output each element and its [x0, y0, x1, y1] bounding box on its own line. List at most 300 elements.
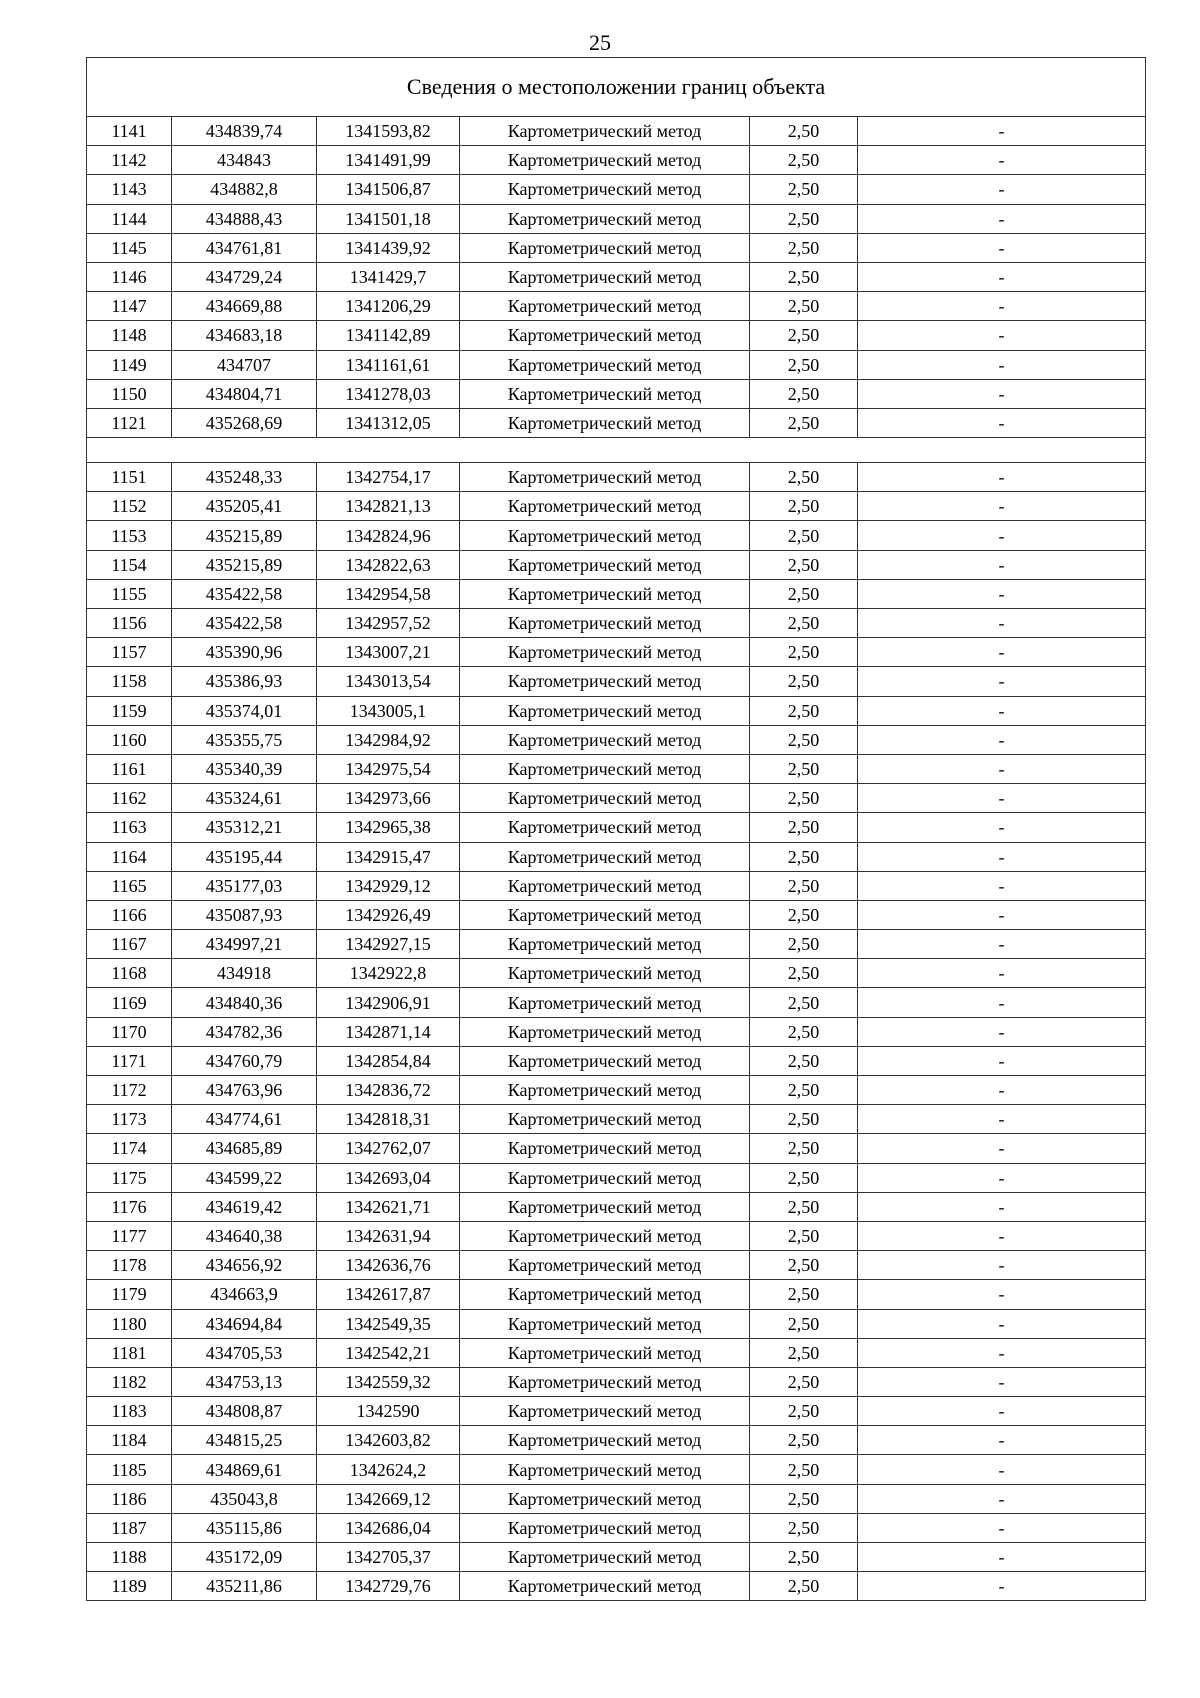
y-coordinate-cell: 1342957,52 — [317, 609, 460, 638]
method-cell: Картометрический метод — [460, 1338, 750, 1367]
x-coordinate-cell: 434804,71 — [172, 379, 317, 408]
y-coordinate-cell: 1342617,87 — [317, 1280, 460, 1309]
table-row — [87, 930, 1146, 959]
x-coordinate-cell: 435177,03 — [172, 871, 317, 900]
accuracy-cell: 2,50 — [750, 871, 858, 900]
point-number-cell: 1159 — [87, 696, 172, 725]
method-cell: Картометрический метод — [460, 609, 750, 638]
description-cell: - — [858, 1163, 1146, 1192]
y-coordinate-cell: 1342871,14 — [317, 1017, 460, 1046]
table-row — [87, 1163, 1146, 1192]
table-row — [87, 350, 1146, 379]
table-row — [87, 463, 1146, 492]
point-number-cell: 1185 — [87, 1455, 172, 1484]
method-cell: Картометрический метод — [460, 379, 750, 408]
description-cell: - — [858, 1426, 1146, 1455]
x-coordinate-cell: 434888,43 — [172, 204, 317, 233]
accuracy-cell: 2,50 — [750, 521, 858, 550]
description-cell: - — [858, 408, 1146, 437]
y-coordinate-cell: 1342824,96 — [317, 521, 460, 550]
point-number-cell: 1149 — [87, 350, 172, 379]
x-coordinate-cell: 434656,92 — [172, 1251, 317, 1280]
table-row — [87, 521, 1146, 550]
y-coordinate-cell: 1342922,8 — [317, 959, 460, 988]
method-cell: Картометрический метод — [460, 842, 750, 871]
point-number-cell: 1151 — [87, 463, 172, 492]
y-coordinate-cell: 1342559,32 — [317, 1367, 460, 1396]
description-cell: - — [858, 350, 1146, 379]
accuracy-cell: 2,50 — [750, 1397, 858, 1426]
y-coordinate-cell: 1341491,99 — [317, 146, 460, 175]
method-cell: Картометрический метод — [460, 1134, 750, 1163]
description-cell: - — [858, 667, 1146, 696]
x-coordinate-cell: 434685,89 — [172, 1134, 317, 1163]
x-coordinate-cell: 434707 — [172, 350, 317, 379]
table-row — [87, 725, 1146, 754]
x-coordinate-cell: 434669,88 — [172, 292, 317, 321]
point-number-cell: 1165 — [87, 871, 172, 900]
accuracy-cell: 2,50 — [750, 408, 858, 437]
x-coordinate-cell: 435374,01 — [172, 696, 317, 725]
y-coordinate-cell: 1342973,66 — [317, 784, 460, 813]
method-cell: Картометрический метод — [460, 988, 750, 1017]
method-cell: Картометрический метод — [460, 930, 750, 959]
table-row — [87, 1017, 1146, 1046]
method-cell: Картометрический метод — [460, 638, 750, 667]
y-coordinate-cell: 1342836,72 — [317, 1076, 460, 1105]
y-coordinate-cell: 1342549,35 — [317, 1309, 460, 1338]
x-coordinate-cell: 434599,22 — [172, 1163, 317, 1192]
y-coordinate-cell: 1342729,76 — [317, 1572, 460, 1601]
x-coordinate-cell: 435390,96 — [172, 638, 317, 667]
description-cell: - — [858, 321, 1146, 350]
y-coordinate-cell: 1341439,92 — [317, 233, 460, 262]
table-row — [87, 900, 1146, 929]
x-coordinate-cell: 434683,18 — [172, 321, 317, 350]
description-cell: - — [858, 1338, 1146, 1367]
table-row — [87, 1543, 1146, 1572]
method-cell: Картометрический метод — [460, 292, 750, 321]
method-cell: Картометрический метод — [460, 146, 750, 175]
table-row — [87, 321, 1146, 350]
method-cell: Картометрический метод — [460, 1017, 750, 1046]
x-coordinate-cell: 434815,25 — [172, 1426, 317, 1455]
point-number-cell: 1153 — [87, 521, 172, 550]
description-cell: - — [858, 609, 1146, 638]
point-number-cell: 1178 — [87, 1251, 172, 1280]
y-coordinate-cell: 1342693,04 — [317, 1163, 460, 1192]
table-row — [87, 1455, 1146, 1484]
x-coordinate-cell: 434760,79 — [172, 1046, 317, 1075]
table-row — [87, 1572, 1146, 1601]
method-cell: Картометрический метод — [460, 1046, 750, 1075]
table-row — [87, 579, 1146, 608]
method-cell: Картометрический метод — [460, 579, 750, 608]
method-cell: Картометрический метод — [460, 754, 750, 783]
y-coordinate-cell: 1341501,18 — [317, 204, 460, 233]
accuracy-cell: 2,50 — [750, 638, 858, 667]
method-cell: Картометрический метод — [460, 117, 750, 146]
group-separator-row — [87, 438, 1146, 463]
method-cell: Картометрический метод — [460, 1251, 750, 1280]
x-coordinate-cell: 434753,13 — [172, 1367, 317, 1396]
point-number-cell: 1169 — [87, 988, 172, 1017]
accuracy-cell: 2,50 — [750, 350, 858, 379]
x-coordinate-cell: 434694,84 — [172, 1309, 317, 1338]
description-cell: - — [858, 725, 1146, 754]
x-coordinate-cell: 435248,33 — [172, 463, 317, 492]
point-number-cell: 1161 — [87, 754, 172, 783]
accuracy-cell: 2,50 — [750, 842, 858, 871]
table-row — [87, 609, 1146, 638]
method-cell: Картометрический метод — [460, 350, 750, 379]
accuracy-cell: 2,50 — [750, 492, 858, 521]
x-coordinate-cell: 435324,61 — [172, 784, 317, 813]
point-number-cell: 1146 — [87, 262, 172, 291]
y-coordinate-cell: 1342984,92 — [317, 725, 460, 754]
y-coordinate-cell: 1342603,82 — [317, 1426, 460, 1455]
accuracy-cell: 2,50 — [750, 1163, 858, 1192]
accuracy-cell: 2,50 — [750, 1251, 858, 1280]
method-cell: Картометрический метод — [460, 233, 750, 262]
point-number-cell: 1150 — [87, 379, 172, 408]
x-coordinate-cell: 435422,58 — [172, 579, 317, 608]
table-row — [87, 988, 1146, 1017]
point-number-cell: 1142 — [87, 146, 172, 175]
point-number-cell: 1188 — [87, 1543, 172, 1572]
table-row — [87, 117, 1146, 146]
point-number-cell: 1171 — [87, 1046, 172, 1075]
point-number-cell: 1148 — [87, 321, 172, 350]
y-coordinate-cell: 1341593,82 — [317, 117, 460, 146]
table-row — [87, 1280, 1146, 1309]
description-cell: - — [858, 579, 1146, 608]
x-coordinate-cell: 435195,44 — [172, 842, 317, 871]
method-cell: Картометрический метод — [460, 550, 750, 579]
x-coordinate-cell: 434640,38 — [172, 1221, 317, 1250]
point-number-cell: 1158 — [87, 667, 172, 696]
y-coordinate-cell: 1343007,21 — [317, 638, 460, 667]
method-cell: Картометрический метод — [460, 1543, 750, 1572]
point-number-cell: 1184 — [87, 1426, 172, 1455]
accuracy-cell: 2,50 — [750, 930, 858, 959]
y-coordinate-cell: 1342669,12 — [317, 1484, 460, 1513]
point-number-cell: 1186 — [87, 1484, 172, 1513]
point-number-cell: 1143 — [87, 175, 172, 204]
y-coordinate-cell: 1342590 — [317, 1397, 460, 1426]
method-cell: Картометрический метод — [460, 1426, 750, 1455]
x-coordinate-cell: 434619,42 — [172, 1192, 317, 1221]
table-row — [87, 1076, 1146, 1105]
description-cell: - — [858, 988, 1146, 1017]
table-row — [87, 1046, 1146, 1075]
y-coordinate-cell: 1342906,91 — [317, 988, 460, 1017]
page-number: 25 — [589, 30, 611, 55]
y-coordinate-cell: 1342821,13 — [317, 492, 460, 521]
accuracy-cell: 2,50 — [750, 959, 858, 988]
y-coordinate-cell: 1342822,63 — [317, 550, 460, 579]
accuracy-cell: 2,50 — [750, 1367, 858, 1396]
y-coordinate-cell: 1342926,49 — [317, 900, 460, 929]
y-coordinate-cell: 1342929,12 — [317, 871, 460, 900]
table-row — [87, 492, 1146, 521]
method-cell: Картометрический метод — [460, 696, 750, 725]
description-cell: - — [858, 842, 1146, 871]
x-coordinate-cell: 435043,8 — [172, 1484, 317, 1513]
point-number-cell: 1181 — [87, 1338, 172, 1367]
method-cell: Картометрический метод — [460, 900, 750, 929]
description-cell: - — [858, 463, 1146, 492]
table-row — [87, 1251, 1146, 1280]
method-cell: Картометрический метод — [460, 667, 750, 696]
description-cell: - — [858, 754, 1146, 783]
accuracy-cell: 2,50 — [750, 1134, 858, 1163]
x-coordinate-cell: 434782,36 — [172, 1017, 317, 1046]
description-cell: - — [858, 117, 1146, 146]
point-number-cell: 1179 — [87, 1280, 172, 1309]
accuracy-cell: 2,50 — [750, 379, 858, 408]
y-coordinate-cell: 1342915,47 — [317, 842, 460, 871]
x-coordinate-cell: 435215,89 — [172, 521, 317, 550]
y-coordinate-cell: 1342686,04 — [317, 1513, 460, 1542]
accuracy-cell: 2,50 — [750, 463, 858, 492]
table-row — [87, 638, 1146, 667]
y-coordinate-cell: 1341506,87 — [317, 175, 460, 204]
description-cell: - — [858, 1397, 1146, 1426]
point-number-cell: 1162 — [87, 784, 172, 813]
accuracy-cell: 2,50 — [750, 579, 858, 608]
accuracy-cell: 2,50 — [750, 1572, 858, 1601]
accuracy-cell: 2,50 — [750, 754, 858, 783]
description-cell: - — [858, 204, 1146, 233]
x-coordinate-cell: 434808,87 — [172, 1397, 317, 1426]
description-cell: - — [858, 871, 1146, 900]
y-coordinate-cell: 1341429,7 — [317, 262, 460, 291]
description-cell: - — [858, 233, 1146, 262]
table-row — [87, 1221, 1146, 1250]
table-row — [87, 292, 1146, 321]
description-cell: - — [858, 1309, 1146, 1338]
description-cell: - — [858, 1221, 1146, 1250]
method-cell: Картометрический метод — [460, 1280, 750, 1309]
x-coordinate-cell: 434997,21 — [172, 930, 317, 959]
accuracy-cell: 2,50 — [750, 1338, 858, 1367]
x-coordinate-cell: 435205,41 — [172, 492, 317, 521]
table-row — [87, 842, 1146, 871]
x-coordinate-cell: 434840,36 — [172, 988, 317, 1017]
x-coordinate-cell: 434843 — [172, 146, 317, 175]
accuracy-cell: 2,50 — [750, 1105, 858, 1134]
description-cell: - — [858, 1367, 1146, 1396]
description-cell: - — [858, 1543, 1146, 1572]
y-coordinate-cell: 1342762,07 — [317, 1134, 460, 1163]
method-cell: Картометрический метод — [460, 175, 750, 204]
point-number-cell: 1157 — [87, 638, 172, 667]
description-cell: - — [858, 1455, 1146, 1484]
accuracy-cell: 2,50 — [750, 813, 858, 842]
method-cell: Картометрический метод — [460, 408, 750, 437]
description-cell: - — [858, 1572, 1146, 1601]
table-row — [87, 813, 1146, 842]
point-number-cell: 1164 — [87, 842, 172, 871]
accuracy-cell: 2,50 — [750, 784, 858, 813]
x-coordinate-cell: 435087,93 — [172, 900, 317, 929]
accuracy-cell: 2,50 — [750, 292, 858, 321]
point-number-cell: 1121 — [87, 408, 172, 437]
accuracy-cell: 2,50 — [750, 1017, 858, 1046]
point-number-cell: 1175 — [87, 1163, 172, 1192]
coordinates-table — [86, 57, 1146, 1601]
y-coordinate-cell: 1342636,76 — [317, 1251, 460, 1280]
table-row — [87, 696, 1146, 725]
accuracy-cell: 2,50 — [750, 1076, 858, 1105]
accuracy-cell: 2,50 — [750, 1543, 858, 1572]
method-cell: Картометрический метод — [460, 463, 750, 492]
accuracy-cell: 2,50 — [750, 233, 858, 262]
y-coordinate-cell: 1342754,17 — [317, 463, 460, 492]
point-number-cell: 1152 — [87, 492, 172, 521]
description-cell: - — [858, 1513, 1146, 1542]
y-coordinate-cell: 1341142,89 — [317, 321, 460, 350]
point-number-cell: 1144 — [87, 204, 172, 233]
point-number-cell: 1155 — [87, 579, 172, 608]
x-coordinate-cell: 434663,9 — [172, 1280, 317, 1309]
y-coordinate-cell: 1343005,1 — [317, 696, 460, 725]
table-row — [87, 1192, 1146, 1221]
description-cell: - — [858, 379, 1146, 408]
accuracy-cell: 2,50 — [750, 1280, 858, 1309]
table-row — [87, 550, 1146, 579]
x-coordinate-cell: 434882,8 — [172, 175, 317, 204]
accuracy-cell: 2,50 — [750, 696, 858, 725]
description-cell: - — [858, 1251, 1146, 1280]
table-row — [87, 1105, 1146, 1134]
table-row — [87, 754, 1146, 783]
description-cell: - — [858, 1280, 1146, 1309]
table-row — [87, 871, 1146, 900]
table-row — [87, 1367, 1146, 1396]
accuracy-cell: 2,50 — [750, 175, 858, 204]
point-number-cell: 1180 — [87, 1309, 172, 1338]
y-coordinate-cell: 1341278,03 — [317, 379, 460, 408]
method-cell: Картометрический метод — [460, 1163, 750, 1192]
accuracy-cell: 2,50 — [750, 262, 858, 291]
y-coordinate-cell: 1343013,54 — [317, 667, 460, 696]
point-number-cell: 1145 — [87, 233, 172, 262]
table-row — [87, 1513, 1146, 1542]
table-row — [87, 204, 1146, 233]
accuracy-cell: 2,50 — [750, 204, 858, 233]
method-cell: Картометрический метод — [460, 1397, 750, 1426]
description-cell: - — [858, 292, 1146, 321]
accuracy-cell: 2,50 — [750, 1426, 858, 1455]
x-coordinate-cell: 434774,61 — [172, 1105, 317, 1134]
accuracy-cell: 2,50 — [750, 1309, 858, 1338]
x-coordinate-cell: 434918 — [172, 959, 317, 988]
y-coordinate-cell: 1342705,37 — [317, 1543, 460, 1572]
x-coordinate-cell: 435340,39 — [172, 754, 317, 783]
accuracy-cell: 2,50 — [750, 667, 858, 696]
description-cell: - — [858, 900, 1146, 929]
method-cell: Картометрический метод — [460, 871, 750, 900]
point-number-cell: 1170 — [87, 1017, 172, 1046]
x-coordinate-cell: 434729,24 — [172, 262, 317, 291]
description-cell: - — [858, 1105, 1146, 1134]
accuracy-cell: 2,50 — [750, 550, 858, 579]
y-coordinate-cell: 1342927,15 — [317, 930, 460, 959]
point-number-cell: 1156 — [87, 609, 172, 638]
table-row — [87, 1134, 1146, 1163]
table-row — [87, 959, 1146, 988]
method-cell: Картометрический метод — [460, 1484, 750, 1513]
group-separator — [87, 438, 1146, 463]
accuracy-cell: 2,50 — [750, 146, 858, 175]
point-number-cell: 1189 — [87, 1572, 172, 1601]
y-coordinate-cell: 1341206,29 — [317, 292, 460, 321]
y-coordinate-cell: 1341161,61 — [317, 350, 460, 379]
table-row — [87, 146, 1146, 175]
x-coordinate-cell: 435115,86 — [172, 1513, 317, 1542]
point-number-cell: 1172 — [87, 1076, 172, 1105]
point-number-cell: 1174 — [87, 1134, 172, 1163]
y-coordinate-cell: 1342621,71 — [317, 1192, 460, 1221]
description-cell: - — [858, 1046, 1146, 1075]
point-number-cell: 1167 — [87, 930, 172, 959]
accuracy-cell: 2,50 — [750, 1046, 858, 1075]
point-number-cell: 1147 — [87, 292, 172, 321]
point-number-cell: 1168 — [87, 959, 172, 988]
method-cell: Картометрический метод — [460, 1367, 750, 1396]
method-cell: Картометрический метод — [460, 959, 750, 988]
description-cell: - — [858, 262, 1146, 291]
accuracy-cell: 2,50 — [750, 1455, 858, 1484]
description-cell: - — [858, 1134, 1146, 1163]
accuracy-cell: 2,50 — [750, 988, 858, 1017]
description-cell: - — [858, 521, 1146, 550]
method-cell: Картометрический метод — [460, 1105, 750, 1134]
accuracy-cell: 2,50 — [750, 1484, 858, 1513]
table-title-row — [87, 58, 1146, 117]
table-row — [87, 408, 1146, 437]
point-number-cell: 1154 — [87, 550, 172, 579]
accuracy-cell: 2,50 — [750, 1221, 858, 1250]
table-row — [87, 1484, 1146, 1513]
y-coordinate-cell: 1342975,54 — [317, 754, 460, 783]
x-coordinate-cell: 435312,21 — [172, 813, 317, 842]
method-cell: Картометрический метод — [460, 1572, 750, 1601]
description-cell: - — [858, 1076, 1146, 1105]
table-row — [87, 1397, 1146, 1426]
point-number-cell: 1182 — [87, 1367, 172, 1396]
accuracy-cell: 2,50 — [750, 900, 858, 929]
description-cell: - — [858, 959, 1146, 988]
description-cell: - — [858, 784, 1146, 813]
description-cell: - — [858, 146, 1146, 175]
x-coordinate-cell: 434763,96 — [172, 1076, 317, 1105]
accuracy-cell: 2,50 — [750, 1513, 858, 1542]
method-cell: Картометрический метод — [460, 813, 750, 842]
point-number-cell: 1187 — [87, 1513, 172, 1542]
table-row — [87, 1309, 1146, 1338]
method-cell: Картометрический метод — [460, 204, 750, 233]
point-number-cell: 1163 — [87, 813, 172, 842]
y-coordinate-cell: 1342624,2 — [317, 1455, 460, 1484]
method-cell: Картометрический метод — [460, 321, 750, 350]
method-cell: Картометрический метод — [460, 725, 750, 754]
point-number-cell: 1166 — [87, 900, 172, 929]
description-cell: - — [858, 696, 1146, 725]
method-cell: Картометрический метод — [460, 784, 750, 813]
